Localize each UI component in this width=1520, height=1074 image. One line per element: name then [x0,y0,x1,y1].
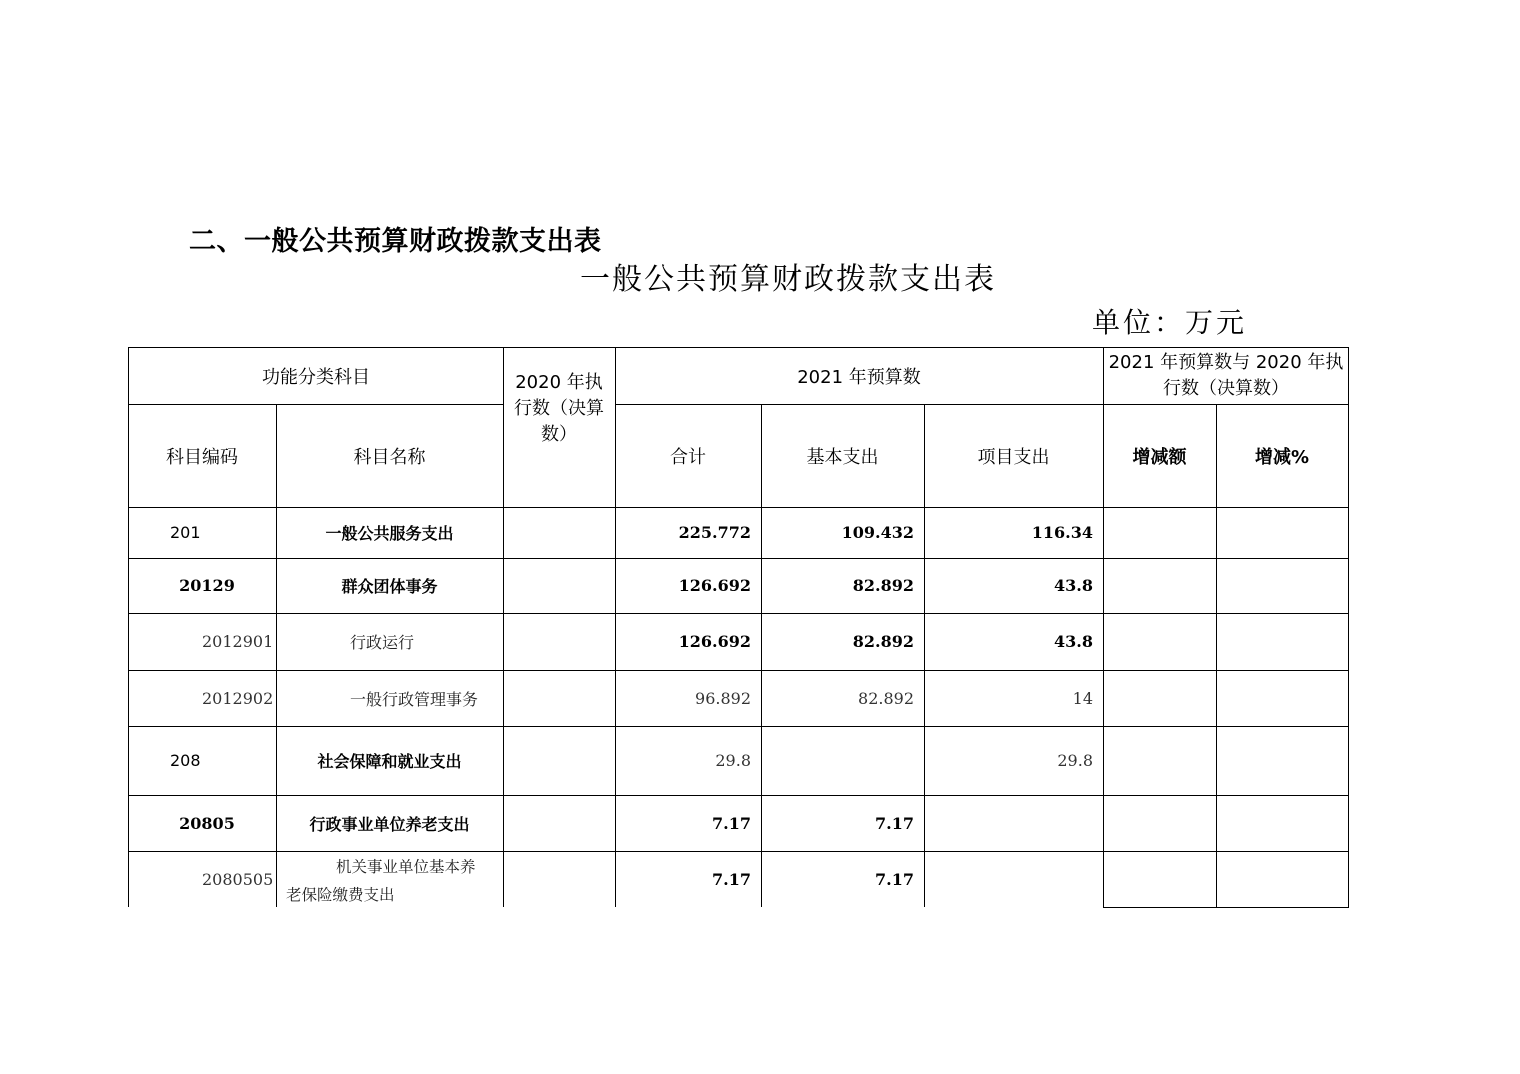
table-row-total: 225.772 [678,523,751,542]
header-budget-2021: 2021 年预算数 [797,366,921,388]
table-row-name: 一般行政管理事务 [350,689,479,709]
table-row-project: 29.8 [1057,751,1093,770]
table-row-basic: 7.17 [875,869,914,889]
header-exec-2020: 2020 年执行数（决算数） [514,372,604,445]
table-row-basic: 109.432 [841,523,914,542]
table-row-total: 29.8 [715,751,751,770]
table-row-project: 116.34 [1031,523,1093,542]
header-compare: 2021 年预算数与 2020 年执行数（决算数） [1108,352,1344,399]
col-line [503,347,504,907]
table-row-name: 行政运行 [350,633,415,652]
table-row-basic: 82.892 [852,632,914,651]
table-row-name: 一般公共服务支出 [325,524,454,543]
table-row-total: 7.17 [712,869,751,889]
table-row-basic [761,726,924,795]
table-row-code: 20805 [179,813,235,833]
table-row-basic: 7.17 [875,813,914,833]
header-basic: 基本支出 [806,446,879,468]
table-row-code: 201 [170,523,201,542]
table-row-name: 社会保障和就业支出 [317,752,462,771]
header-project: 项目支出 [977,446,1050,468]
table-row-code: 2080505 [202,869,274,889]
table-row-code: 20129 [179,576,235,595]
table-row-name: 行政事业单位养老支出 [309,814,470,834]
table-row-total: 126.692 [678,632,751,651]
col-line [1348,347,1349,908]
header-name: 科目名称 [353,446,426,468]
header-func-category: 功能分类科目 [262,366,370,388]
table-row-code: 2012901 [202,632,274,651]
table-row-total: 96.892 [695,688,751,708]
table-row-total: 126.692 [678,576,751,595]
table-row-name: 机关事业单位基本养老保险缴费支出 [286,858,476,904]
table-row-project: 14 [1072,688,1093,708]
table-row-code: 2012902 [202,688,274,708]
table-row-code: 208 [170,751,201,770]
header-change-pct: 增减% [1254,446,1310,468]
unit-label: 单位：万元 [1092,306,1248,339]
table-row-total: 7.17 [712,813,751,833]
table-row-project: 43.8 [1054,576,1093,595]
header-total: 合计 [670,446,706,468]
header-change-amount: 增减额 [1132,446,1187,468]
header-code: 科目编码 [166,446,238,468]
row-divider-partial [1103,907,1349,908]
table-row-basic: 82.892 [858,688,914,708]
section-heading: 二、一般公共预算财政拨款支出表 [189,226,602,257]
table-row-name: 群众团体事务 [341,577,438,596]
table-title: 一般公共预算财政拨款支出表 [580,262,996,297]
table-row-basic: 82.892 [852,576,914,595]
table-row-project: 43.8 [1054,632,1093,651]
